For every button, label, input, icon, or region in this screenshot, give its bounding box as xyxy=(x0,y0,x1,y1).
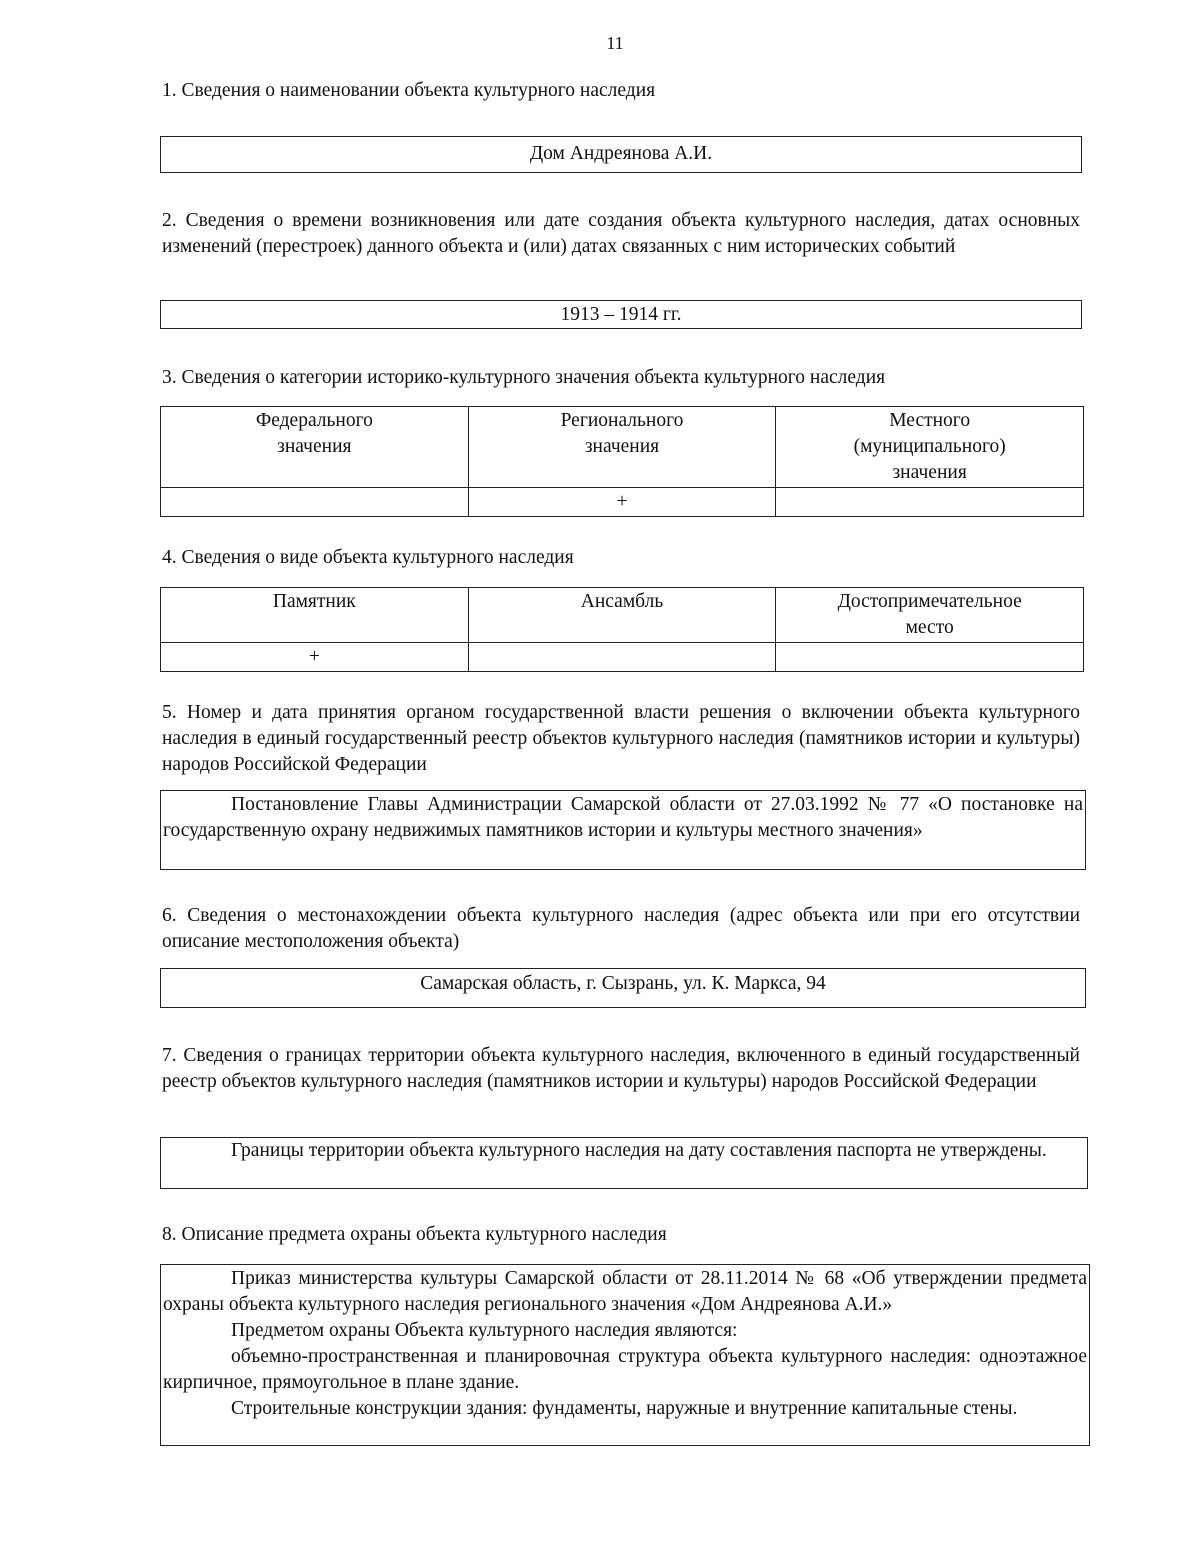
category-federal-header: Федерального значения xyxy=(161,407,469,488)
type-landmark-mark xyxy=(776,643,1084,672)
type-ensemble-header: Ансамбль xyxy=(468,588,776,643)
section-7-heading: 7. Сведения о границах территории объекта культурного наследия, включенного в единый государственный реестр объектов культурного наследия (памятников истории и культуры) народов Российской Федерации xyxy=(162,1045,1080,1092)
significance-category-table xyxy=(160,406,1084,517)
registry-decision-box xyxy=(160,790,1086,870)
object-name-box xyxy=(160,136,1082,173)
section-8-heading: 8. Описание предмета охраны объекта культурного наследия xyxy=(162,1224,667,1245)
type-monument-header: Памятник xyxy=(161,588,469,643)
object-name: Дом Андреянова А.И. xyxy=(529,143,713,164)
protection-order-text: Приказ министерства культуры Самарской области от 28.11.2014 № 68 «Об утверждении предмета охраны объекта культурного наследия регионального значения «Дом Андреянова А.И.» xyxy=(163,1268,1087,1315)
page-number: 11 xyxy=(606,33,624,53)
territory-boundaries-box xyxy=(160,1137,1088,1189)
protection-intro-text: Предметом охраны Объекта культурного наследия являются: xyxy=(231,1320,738,1341)
section-6-heading: 6. Сведения о местонахождении объекта культурного наследия (адрес объекта или при его отсутствии описание местоположения объекта) xyxy=(162,905,1080,952)
type-monument-mark: + xyxy=(161,643,469,672)
section-5-heading: 5. Номер и дата принятия органом государственной власти решения о включении объекта культурного наследия в единый государственный реестр объектов культурного наследия (памятников истории и культуры) народов Российской Федерации xyxy=(162,702,1080,775)
protection-structure-text: объемно-пространственная и планировочная структура объекта культурного наследия: одноэтажное кирпичное, прямоугольное в плане здание. xyxy=(163,1346,1087,1393)
territory-boundaries-text: Границы территории объекта культурного наследия на дату составления паспорта не утверждены. xyxy=(231,1140,1047,1161)
location-box xyxy=(160,968,1086,1008)
category-federal-mark xyxy=(161,488,469,517)
creation-date: 1913 – 1914 гг. xyxy=(560,304,682,325)
location-address: Самарская область, г. Сызрань, ул. К. Маркса, 94 xyxy=(420,973,826,994)
protection-constructions-text: Строительные конструкции здания: фундаменты, наружные и внутренние капитальные стены. xyxy=(231,1398,1018,1419)
category-regional-header: Регионального значения xyxy=(468,407,776,488)
category-regional-mark: + xyxy=(468,488,776,517)
creation-date-box xyxy=(160,300,1082,329)
section-2-heading: 2. Сведения о времени возникновения или дате создания объекта культурного наследия, датах основных изменений (перестроек) данного объекта и (или) датах связанных с ним исторических событий xyxy=(162,210,1080,257)
protection-subject-box xyxy=(160,1264,1090,1446)
category-local-header: Местного (муниципального) значения xyxy=(776,407,1084,488)
category-local-mark xyxy=(776,488,1084,517)
object-type-table xyxy=(160,587,1084,672)
section-4-heading: 4. Сведения о виде объекта культурного наследия xyxy=(162,547,574,568)
type-landmark-header: Достопримечательное место xyxy=(776,588,1084,643)
section-1-heading: 1. Сведения о наименовании объекта культурного наследия xyxy=(162,80,656,101)
registry-decision-text: Постановление Главы Администрации Самарской области от 27.03.1992 № 77 «О постановке на государственную охрану недвижимых памятников истории и культуры местного значения» xyxy=(163,794,1083,841)
section-3-heading: 3. Сведения о категории историко-культурного значения объекта культурного наследия xyxy=(162,367,886,388)
type-ensemble-mark xyxy=(468,643,776,672)
